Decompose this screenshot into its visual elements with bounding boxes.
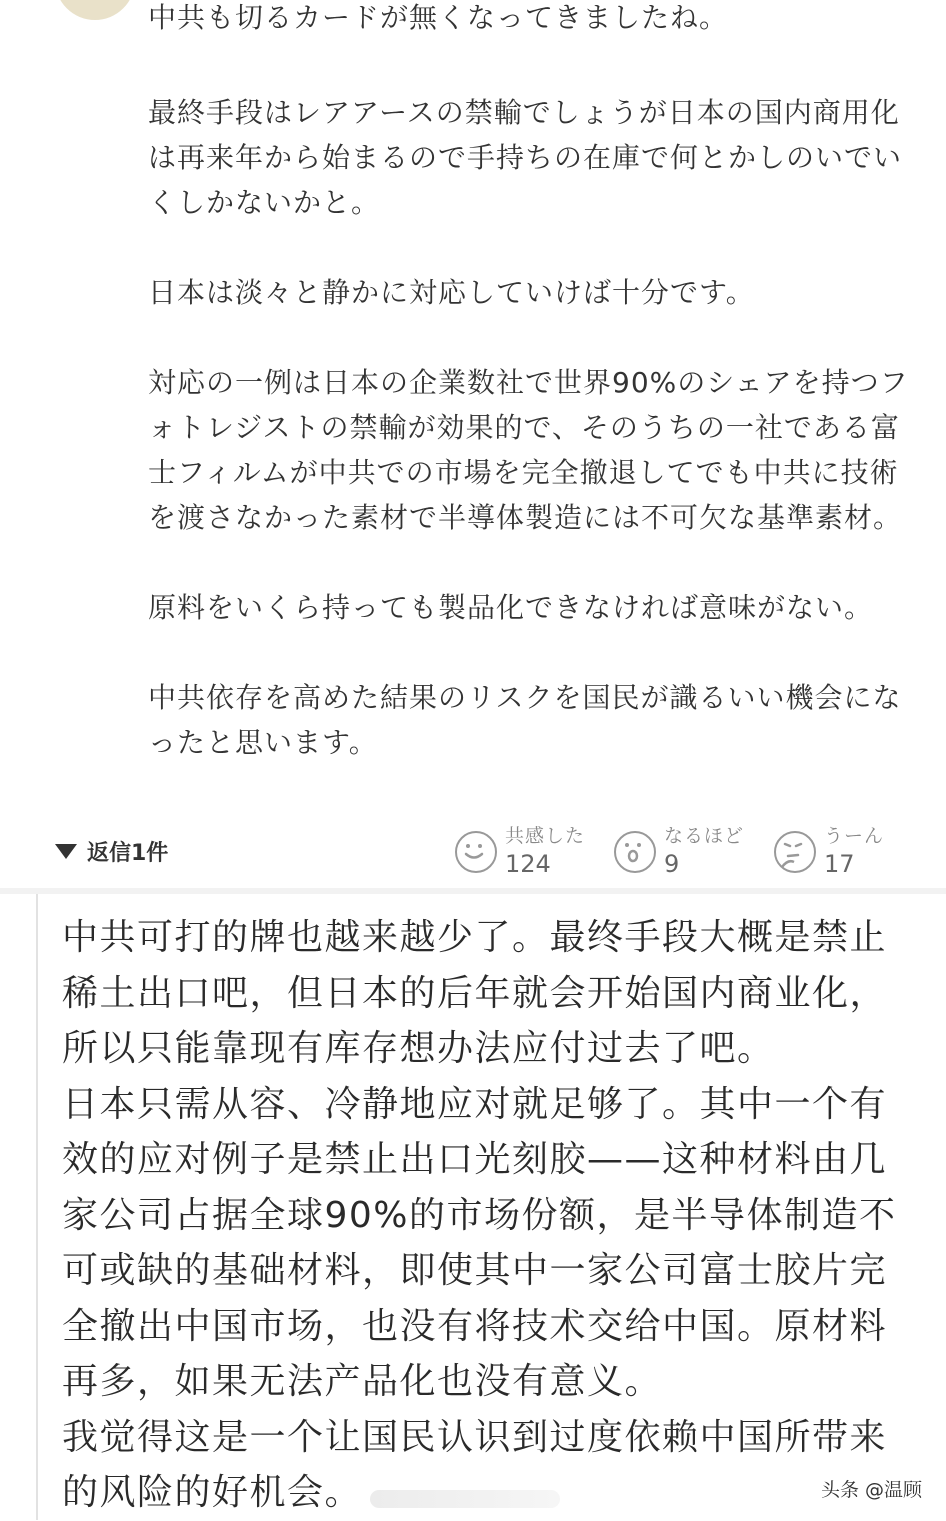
comment-paragraph: 原料をいくら持っても製品化できなければ意味がない。 [148,591,874,624]
watermark [817,1473,926,1504]
replies-label: 返信1件 [87,840,169,866]
reaction-label: なるほど [664,825,745,847]
comment-body [148,0,918,765]
translation-body [62,910,912,1521]
comment-paragraph: 日本は淡々と静かに対応していけば十分です。 [148,276,755,309]
comment-paragraph: 中共依存を高めた結果のリスクを国民が識るいい機会になったと思います。 [148,681,902,759]
reaction-label: 共感した [505,825,586,847]
translation-paragraph: 我觉得这是一个让国民认识到过度依赖中国所带来的风险的好机会。 [62,1416,888,1513]
comment-paragraph: 最終手段はレアアースの禁輸でしょうが日本の国内商用化は再来年から始まるので手持ちの在庫で何とかしのいでいくしかないかと。 [148,96,903,219]
replies-toggle[interactable] [55,836,168,866]
translation-panel [0,894,946,1520]
blurred-region [370,1490,560,1508]
reaction-empathy[interactable] [455,822,585,882]
quote-bar [36,894,38,1520]
smile-icon [455,831,497,873]
translation-paragraph: 日本只需从容、冷静地应对就足够了。其中一个有效的应对例子是禁止出口光刻胶——这种材料由几家公司占据全球90%的市场份额，是半导体制造不可或缺的基础材料，即使其中一家公司富士胶片完全撤出中国市场，也没有将技术交给中国。原材料再多，如果无法产品化也没有意义。 [62,1083,897,1402]
surprised-icon [614,831,656,873]
comment-paragraph: 対応の一例は日本の企業数社で世界90%のシェアを持つフォトレジストの禁輸が効果的で、そのうちの一社である富士フィルムが中共での市場を完全撤退してでも中共に技術を渡さなかった素材で半導体製造には不可欠な基準素材。 [148,366,909,534]
reaction-count: 17 [824,850,855,878]
comment-paragraph: 中共も切るカードが無くなってきましたね。 [148,1,729,34]
triangle-down-icon [55,844,77,859]
reaction-count: 124 [505,850,551,878]
watermark-text: 头条 @温顾 [820,1479,922,1501]
thinking-icon [774,831,816,873]
reaction-hmm[interactable] [774,822,884,882]
reaction-count: 9 [664,850,680,878]
reaction-insightful[interactable] [614,822,744,882]
translation-paragraph: 中共可打的牌也越来越少了。最终手段大概是禁止稀土出口吧，但日本的后年就会开始国内商业化，所以只能靠现有库存想办法应付过去了吧。 [62,917,888,1069]
avatar[interactable] [55,0,135,20]
reaction-label: うーん [824,825,885,847]
